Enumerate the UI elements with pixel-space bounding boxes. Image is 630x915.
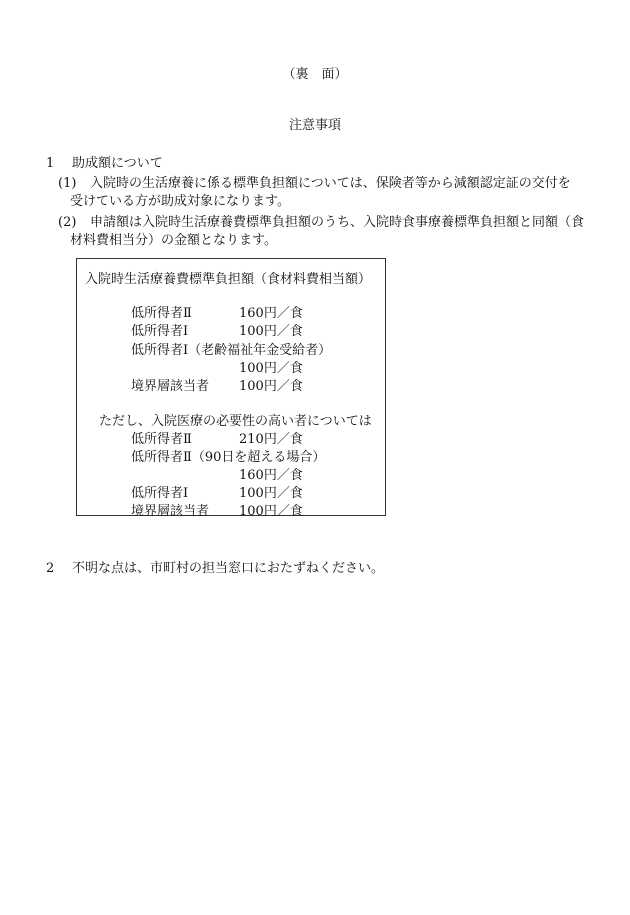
item2-text-line1: 申請額は入院時生活療養費標準負担額のうち、入院時食事療養標準負担額と同額（食: [90, 215, 585, 230]
fee-row-value: 210円／食: [239, 432, 303, 447]
fee-row-label: 境界層該当者: [131, 379, 210, 394]
fee-row-label: 低所得者Ⅰ（老齢福祉年金受給者）: [131, 343, 332, 358]
fee-row-label: 低所得者Ⅱ: [131, 306, 192, 321]
fee-row-label: 低所得者Ⅱ: [131, 432, 192, 447]
section2-number: 2: [46, 561, 55, 576]
fee-row-label: 境界層該当者: [131, 504, 210, 519]
fee-row-value: 100円／食: [239, 361, 303, 376]
fee-row-value: 100円／食: [239, 504, 303, 519]
side-label: （裏 面）: [282, 67, 348, 82]
fee-box-note: ただし、入院医療の必要性の高い者については: [99, 414, 372, 429]
fee-row-label: 低所得者Ⅰ: [131, 324, 189, 339]
item1-text-line2: 受けている方が助成対象になります。: [70, 194, 290, 209]
fee-row-label: 低所得者Ⅱ（90日を超える場合）: [131, 450, 326, 465]
fee-row-value: 100円／食: [239, 324, 303, 339]
fee-row-value: 100円／食: [239, 486, 303, 501]
fee-table-box: [76, 258, 386, 519]
item2-text-line2: 材料費相当分）の金額となります。: [70, 233, 277, 248]
fee-row-value: 160円／食: [239, 306, 303, 321]
item1-number: (1): [58, 176, 77, 191]
fee-box-title: 入院時生活療養費標準負担額（食材料費相当額）: [85, 272, 372, 287]
item2-number: (2): [58, 215, 77, 230]
section1-number: 1: [46, 156, 55, 171]
section2-text: 不明な点は、市町村の担当窓口におたずねください。: [72, 561, 385, 576]
fee-row-value: 160円／食: [239, 468, 303, 483]
page-title: 注意事項: [288, 118, 341, 133]
fee-row-label: 低所得者Ⅰ: [131, 486, 189, 501]
item1-text-line1: 入院時の生活療養に係る標準負担額については、保険者等から減額認定証の交付を: [90, 176, 571, 191]
fee-row-value: 100円／食: [239, 379, 303, 394]
section1-heading: 助成額について: [72, 156, 163, 171]
